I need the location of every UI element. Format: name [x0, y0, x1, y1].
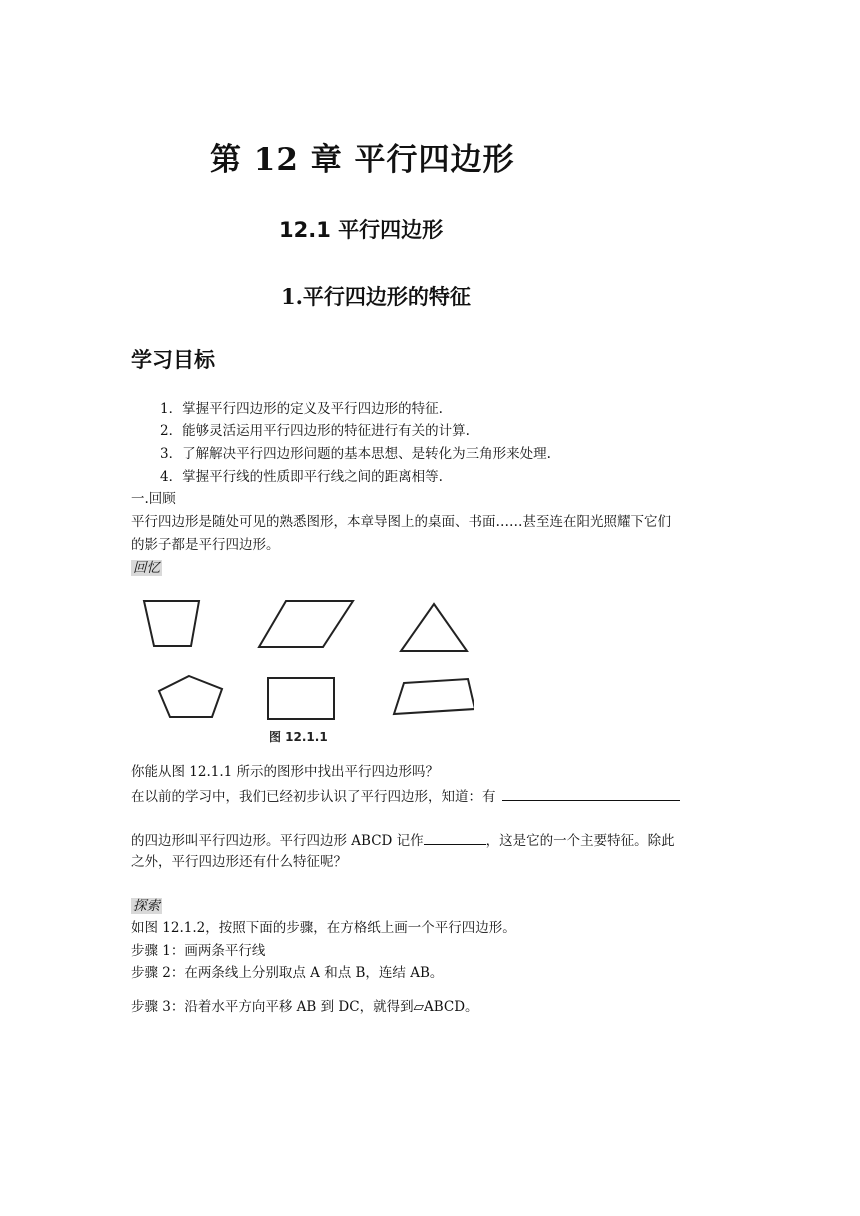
- definition-text-b: ，这是它的一个主要特征。除此: [485, 833, 675, 849]
- parallelogram-shape: [259, 601, 353, 647]
- definition-line-1: [131, 830, 675, 851]
- triangle-shape: [401, 604, 467, 651]
- review-text-line-2: 的影子都是平行四边形。: [131, 537, 280, 553]
- subsection-title: 1.平行四边形的特征: [281, 284, 471, 309]
- question-1: 你能从图 12.1.1 所示的图形中找出平行四边形吗？: [131, 764, 440, 780]
- review-heading: 一.回顾: [131, 491, 176, 507]
- chapter-title: 第 12 章 平行四边形: [210, 142, 515, 178]
- question-2: [131, 786, 680, 807]
- step-2: 步骤 2：在两条线上分别取点 A 和点 B，连结 AB。: [131, 965, 444, 981]
- rectangle-shape: [268, 678, 334, 719]
- step-3: 步骤 3：沿着水平方向平移 AB 到 DC，就得到▱ABCD。: [131, 999, 479, 1015]
- explore-label-text: 探索: [133, 898, 160, 914]
- trapezoid-shape: [144, 601, 199, 646]
- goal-item-3: 3．了解解决平行四边形问题的基本思想、是转化为三角形来处理.: [160, 446, 551, 462]
- review-text-line-1: 平行四边形是随处可见的熟悉图形，本章导图上的桌面、书面……甚至连在阳光照耀下它们: [131, 514, 671, 530]
- definition-line-2: 之外，平行四边形还有什么特征呢？: [131, 854, 347, 870]
- goal-item-1: 1．掌握平行四边形的定义及平行四边形的特征.: [160, 401, 443, 417]
- goal-item-2: 2．能够灵活运用平行四边形的特征进行有关的计算.: [160, 423, 470, 439]
- definition-blank[interactable]: [502, 786, 680, 801]
- question-2-text: 在以前的学习中，我们已经初步认识了平行四边形，知道：有: [131, 789, 496, 805]
- notation-blank[interactable]: [424, 830, 486, 845]
- goal-item-4: 4．掌握平行线的性质即平行线之间的距离相等.: [160, 469, 443, 485]
- quadrilateral-shape: [394, 679, 474, 714]
- shapes-figure: [129, 587, 474, 750]
- explore-intro: 如图 12.1.2，按照下面的步骤，在方格纸上画一个平行四边形。: [131, 920, 516, 936]
- section-title: 12.1 平行四边形: [279, 218, 444, 242]
- figure-caption: 图 12.1.1: [269, 730, 328, 744]
- recall-label-text: 回忆: [133, 560, 160, 576]
- goals-heading: 学习目标: [131, 348, 215, 372]
- explore-label: [131, 897, 162, 916]
- recall-label: [131, 559, 162, 578]
- pentagon-shape: [159, 676, 222, 717]
- definition-text-a: 的四边形叫平行四边形。平行四边形 ABCD 记作: [131, 833, 424, 849]
- step-1: 步骤 1：画两条平行线: [131, 943, 266, 959]
